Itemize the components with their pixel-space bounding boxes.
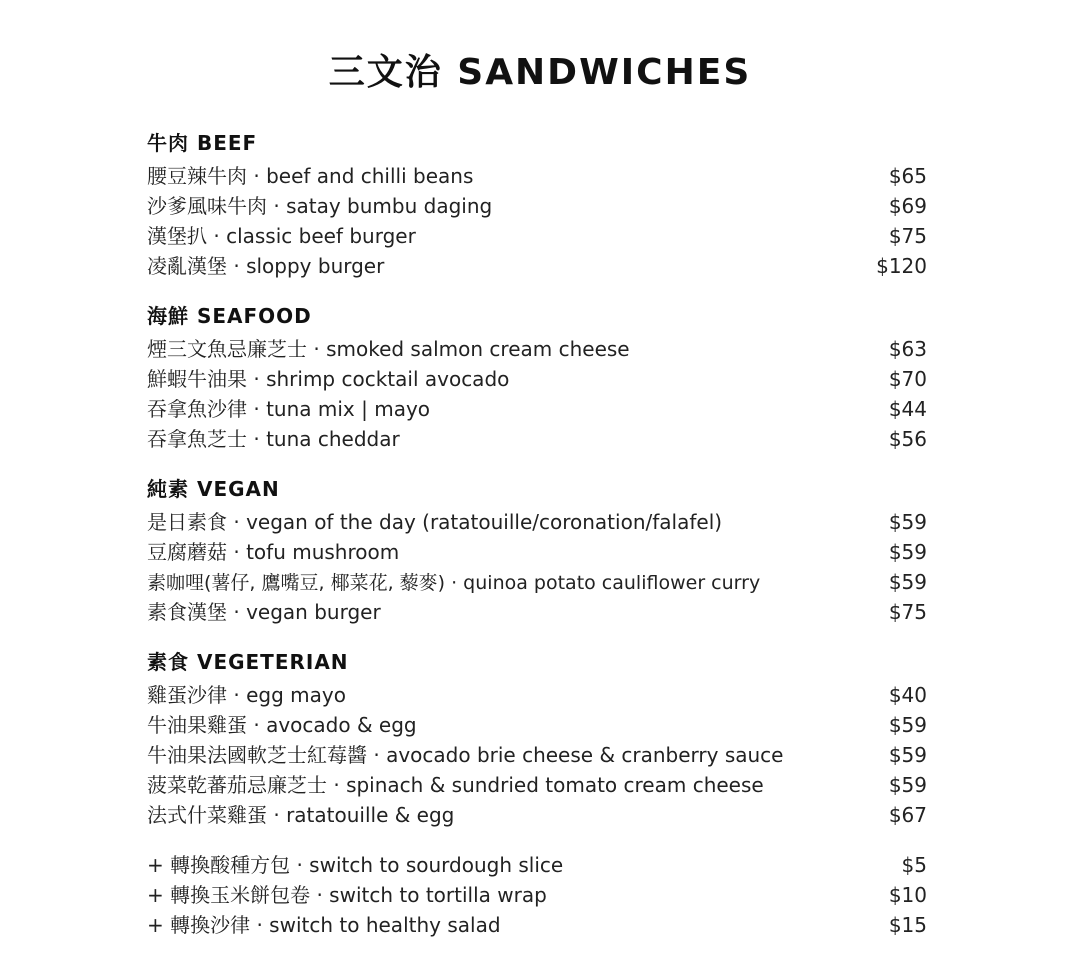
section-heading: 素食 VEGETERIAN [147, 650, 349, 674]
item-name: 豆腐蘑菇 · tofu mushroom [147, 540, 400, 564]
item-price: $59 [888, 713, 927, 737]
addon-item [147, 910, 937, 940]
menu-item [147, 740, 937, 770]
item-price: $63 [888, 337, 927, 361]
section-heading: 牛肉 BEEF [147, 131, 258, 155]
section-beef [147, 128, 937, 281]
item-name: 煙三文魚忌廉芝士 · smoked salmon cream cheese [147, 337, 630, 361]
item-name: 凌亂漢堡 · sloppy burger [147, 254, 385, 278]
section-heading: 海鮮 SEAFOOD [147, 304, 312, 328]
menu-item [147, 567, 937, 597]
addon-name: + 轉換玉米餅包卷 · switch to tortilla wrap [147, 883, 547, 907]
item-name: 漢堡扒 · classic beef burger [147, 224, 416, 248]
section-heading: 純素 VEGAN [147, 477, 280, 501]
item-name: 沙爹風味牛肉 · satay bumbu daging [147, 194, 493, 218]
item-price: $59 [888, 773, 927, 797]
menu-item [147, 394, 937, 424]
addon-price: $10 [888, 883, 927, 907]
item-name: 牛油果雞蛋 · avocado & egg [147, 713, 417, 737]
item-price: $120 [876, 254, 927, 278]
menu-item [147, 161, 937, 191]
addon-price: $5 [901, 853, 927, 877]
addon-name: + 轉換沙律 · switch to healthy salad [147, 913, 501, 937]
item-name: 菠菜乾蕃茄忌廉芝士 · spinach & sundried tomato cream cheese [147, 773, 764, 797]
item-price: $75 [888, 600, 927, 624]
section-vegan [147, 474, 937, 627]
item-price: $59 [888, 570, 927, 594]
menu-item [147, 424, 937, 454]
item-name: 法式什菜雞蛋 · ratatouille & egg [147, 803, 455, 827]
menu-item [147, 334, 937, 364]
item-price: $75 [888, 224, 927, 248]
item-name: 鮮蝦牛油果 · shrimp cocktail avocado [147, 367, 510, 391]
item-name: 雞蛋沙律 · egg mayo [147, 683, 346, 707]
menu-item [147, 710, 937, 740]
page-title: 三文治 SANDWICHES [328, 52, 752, 93]
addon-price: $15 [888, 913, 927, 937]
menu-item [147, 221, 937, 251]
addon-item [147, 880, 937, 910]
menu-item [147, 507, 937, 537]
menu-item [147, 597, 937, 627]
section-seafood [147, 301, 937, 454]
item-price: $56 [888, 427, 927, 451]
item-price: $69 [888, 194, 927, 218]
menu-item [147, 364, 937, 394]
item-price: $59 [888, 743, 927, 767]
section-addons [147, 850, 937, 940]
menu-item [147, 251, 937, 281]
addon-name: + 轉換酸種方包 · switch to sourdough slice [147, 853, 564, 877]
item-name: 素食漢堡 · vegan burger [147, 600, 381, 624]
item-name: 是日素食 · vegan of the day (ratatouille/coronation/falafel) [147, 510, 723, 534]
item-price: $44 [888, 397, 927, 421]
section-vegetarian [147, 647, 937, 830]
item-price: $70 [888, 367, 927, 391]
item-price: $40 [888, 683, 927, 707]
item-name: 腰豆辣牛肉 · beef and chilli beans [147, 164, 474, 188]
menu-sections [147, 128, 937, 960]
item-name: 吞拿魚沙律 · tuna mix | mayo [147, 397, 431, 421]
item-name: 牛油果法國軟芝士紅莓醬 · avocado brie cheese & cranberry sauce [147, 743, 784, 767]
menu-item [147, 191, 937, 221]
item-name: 吞拿魚芝士 · tuna cheddar [147, 427, 400, 451]
menu-item [147, 680, 937, 710]
menu-item [147, 770, 937, 800]
item-price: $59 [888, 510, 927, 534]
item-price: $59 [888, 540, 927, 564]
item-price: $65 [888, 164, 927, 188]
menu-item [147, 800, 937, 830]
menu-item [147, 537, 937, 567]
item-price: $67 [888, 803, 927, 827]
item-name: 素咖哩(薯仔, 鷹嘴豆, 椰菜花, 藜麥) · quinoa potato cauliflower curry [147, 572, 761, 594]
addon-item [147, 850, 937, 880]
